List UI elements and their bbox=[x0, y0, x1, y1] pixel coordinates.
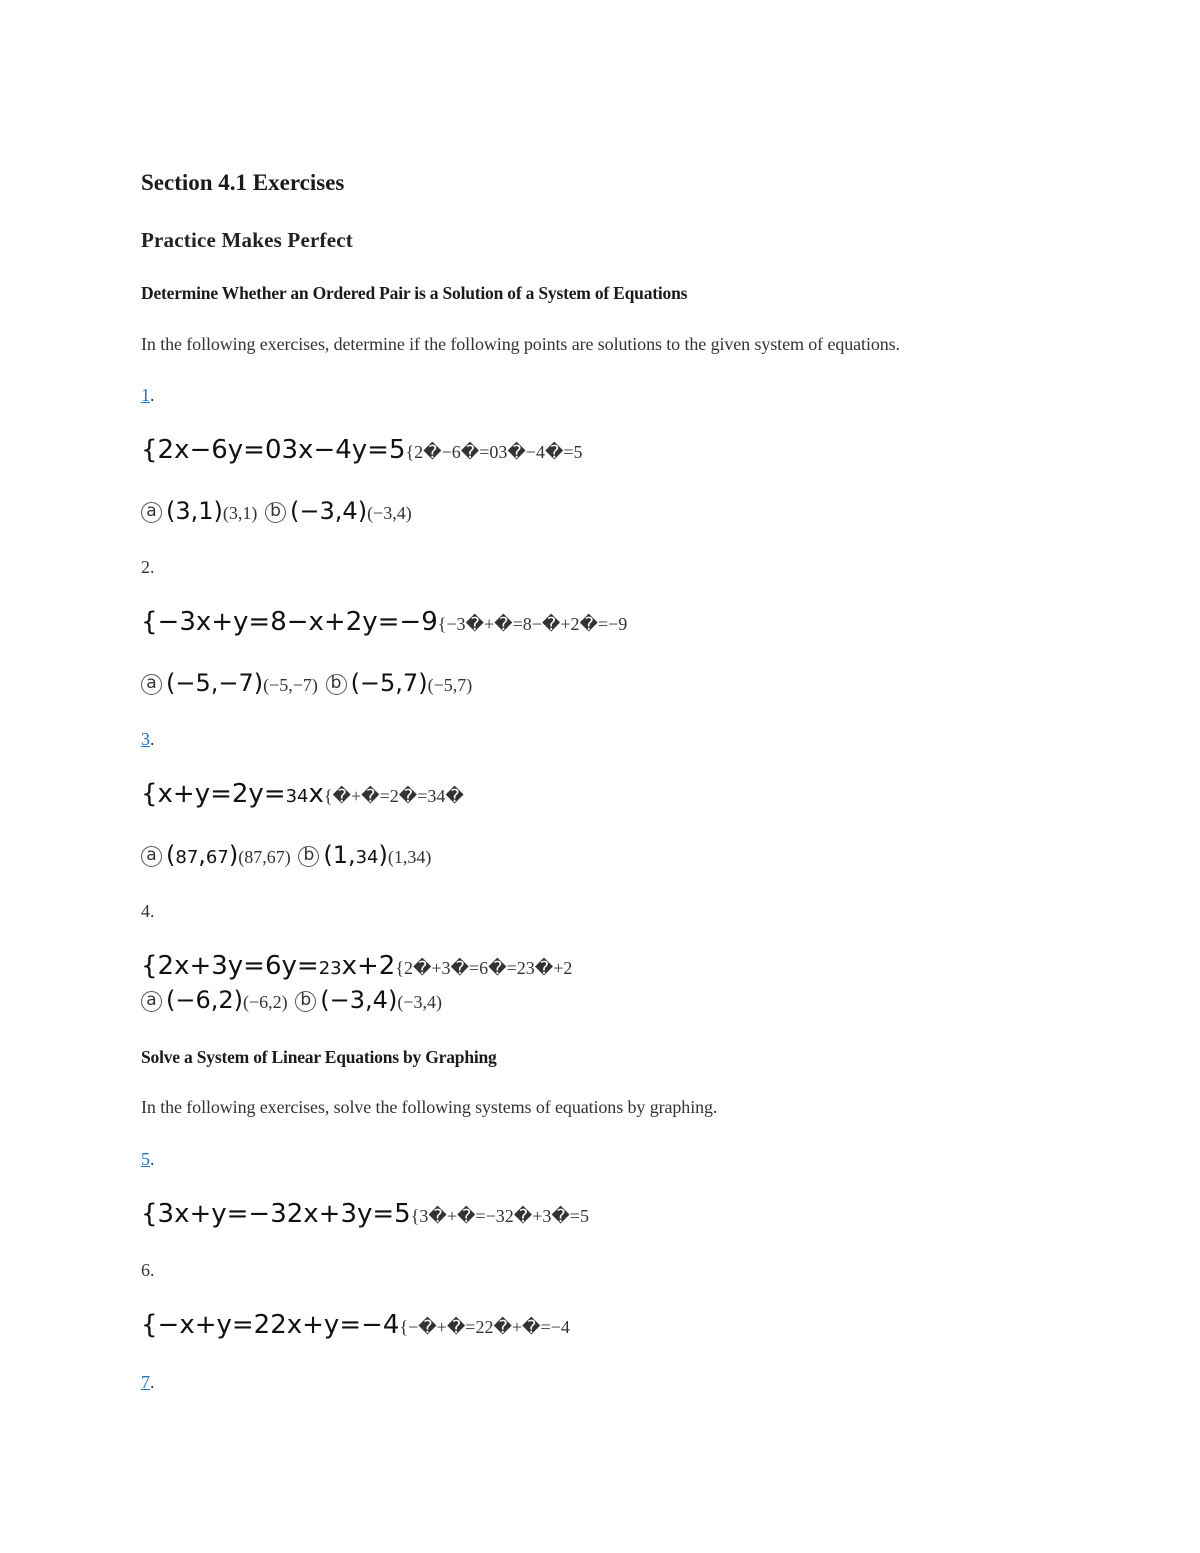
exercise-3-equation-display-a: {x+y=2y= bbox=[141, 779, 286, 809]
exercise-2-number: 2. bbox=[141, 557, 155, 577]
option-a-fraction-1: 87 bbox=[175, 847, 199, 868]
exercise-4-number: 4. bbox=[141, 901, 155, 921]
subtitle: Practice Makes Perfect bbox=[141, 228, 353, 252]
exercise-5-link[interactable]: 5 bbox=[141, 1149, 150, 1169]
option-a-mathml: (87,67) bbox=[238, 847, 291, 867]
exercise-1-number: 1. bbox=[141, 385, 155, 405]
option-a-marker: a bbox=[141, 991, 162, 1012]
option-b-display: (−5,7) bbox=[350, 669, 428, 697]
option-a-mathml: (−6,2) bbox=[243, 992, 288, 1012]
option-a-mathml: (3,1) bbox=[222, 503, 258, 523]
option-a-marker: a bbox=[141, 502, 162, 523]
exercise-1-equation-mathml: {2�−6�=03�−4�=5 bbox=[405, 442, 583, 462]
option-b-marker: b bbox=[298, 846, 319, 867]
option-b-mathml: (1,34) bbox=[387, 847, 432, 867]
part-1-heading: Determine Whether an Ordered Pair is a Solution of a System of Equations bbox=[141, 283, 688, 303]
exercise-5-equation-mathml: {3�+�=−32�+3�=5 bbox=[410, 1206, 589, 1226]
option-b-mathml: (−5,7) bbox=[427, 675, 473, 695]
option-b-mathml: (−3,4) bbox=[367, 503, 412, 523]
exercise-3-options bbox=[141, 841, 431, 869]
exercise-5-equation-display: {3x+y=−32x+3y=5 bbox=[141, 1199, 411, 1229]
exercise-2-number-text: 2 bbox=[141, 557, 150, 577]
exercise-3-equation-mathml: {�+�=2�=34� bbox=[323, 786, 464, 806]
exercise-2-options bbox=[141, 669, 472, 697]
exercise-5-number: 5. bbox=[141, 1149, 155, 1169]
option-a-display-comma: , bbox=[198, 841, 206, 869]
exercise-1-equation bbox=[141, 435, 583, 465]
option-a-fraction-2: 67 bbox=[205, 847, 229, 868]
part-2-instruction: In the following exercises, solve the following systems of equations by graphing. bbox=[141, 1097, 718, 1117]
exercise-6-equation-display: {−x+y=22x+y=−4 bbox=[141, 1310, 400, 1340]
exercise-3-equation-display-b: x bbox=[308, 779, 324, 809]
exercise-3-link[interactable]: 3 bbox=[141, 729, 150, 749]
document-page bbox=[141, 0, 1141, 1553]
option-a-display-open: ( bbox=[166, 841, 176, 869]
option-b-mathml: (−3,4) bbox=[397, 992, 442, 1012]
option-b-display-close: ) bbox=[378, 841, 388, 869]
exercise-3-equation bbox=[141, 779, 464, 809]
option-a-mathml: (−5,−7) bbox=[263, 675, 318, 695]
exercise-4-equation-mathml: {2�+3�=6�=23�+2 bbox=[395, 958, 573, 978]
exercise-1-link[interactable]: 1 bbox=[141, 385, 150, 405]
exercise-4-equation-fraction: 23 bbox=[318, 958, 342, 979]
exercise-6-number: 6. bbox=[141, 1260, 155, 1280]
exercise-2-equation-mathml: {−3�+�=8−�+2�=−9 bbox=[437, 614, 628, 634]
option-b-marker: b bbox=[295, 991, 316, 1012]
exercise-4-equation-display-b: x+2 bbox=[341, 951, 396, 981]
exercise-5-equation bbox=[141, 1199, 589, 1229]
exercise-6-equation-mathml: {−�+�=22�+�=−4 bbox=[399, 1317, 570, 1337]
exercise-6-equation bbox=[141, 1310, 570, 1340]
option-b-display: (−3,4) bbox=[290, 497, 368, 525]
option-b-fraction: 34 bbox=[355, 847, 379, 868]
part-2-heading: Solve a System of Linear Equations by Graphing bbox=[141, 1047, 497, 1067]
option-b-marker: b bbox=[326, 674, 347, 695]
exercise-7-number: 7. bbox=[141, 1372, 155, 1392]
exercise-4-equation-display-a: {2x+3y=6y= bbox=[141, 951, 319, 981]
option-a-display: (−6,2) bbox=[166, 986, 244, 1014]
exercise-1-options bbox=[141, 497, 412, 525]
option-b-marker: b bbox=[265, 502, 286, 523]
option-a-display-close: ) bbox=[228, 841, 239, 869]
exercise-1-equation-display: {2x−6y=03x−4y=5 bbox=[141, 435, 406, 465]
option-a-display: (−5,−7) bbox=[166, 669, 264, 697]
part-1-instruction: In the following exercises, determine if the following points are solutions to the given system of equations. bbox=[141, 334, 900, 354]
exercise-4-equation bbox=[141, 951, 572, 981]
exercise-4-options bbox=[141, 986, 442, 1014]
option-a-display: (3,1) bbox=[166, 497, 223, 525]
exercise-3-equation-fraction: 34 bbox=[285, 786, 309, 807]
exercise-7-link[interactable]: 7 bbox=[141, 1372, 150, 1392]
exercise-2-equation-display: {−3x+y=8−x+2y=−9 bbox=[141, 607, 438, 637]
exercise-3-number: 3. bbox=[141, 729, 155, 749]
option-a-marker: a bbox=[141, 674, 162, 695]
section-title: Section 4.1 Exercises bbox=[141, 170, 345, 195]
exercise-2-equation bbox=[141, 607, 627, 637]
option-b-display: (−3,4) bbox=[320, 986, 398, 1014]
option-b-display-open: (1, bbox=[323, 841, 356, 869]
option-a-marker: a bbox=[141, 846, 162, 867]
exercise-6-number-text: 6 bbox=[141, 1260, 150, 1280]
exercise-4-number-text: 4 bbox=[141, 901, 150, 921]
